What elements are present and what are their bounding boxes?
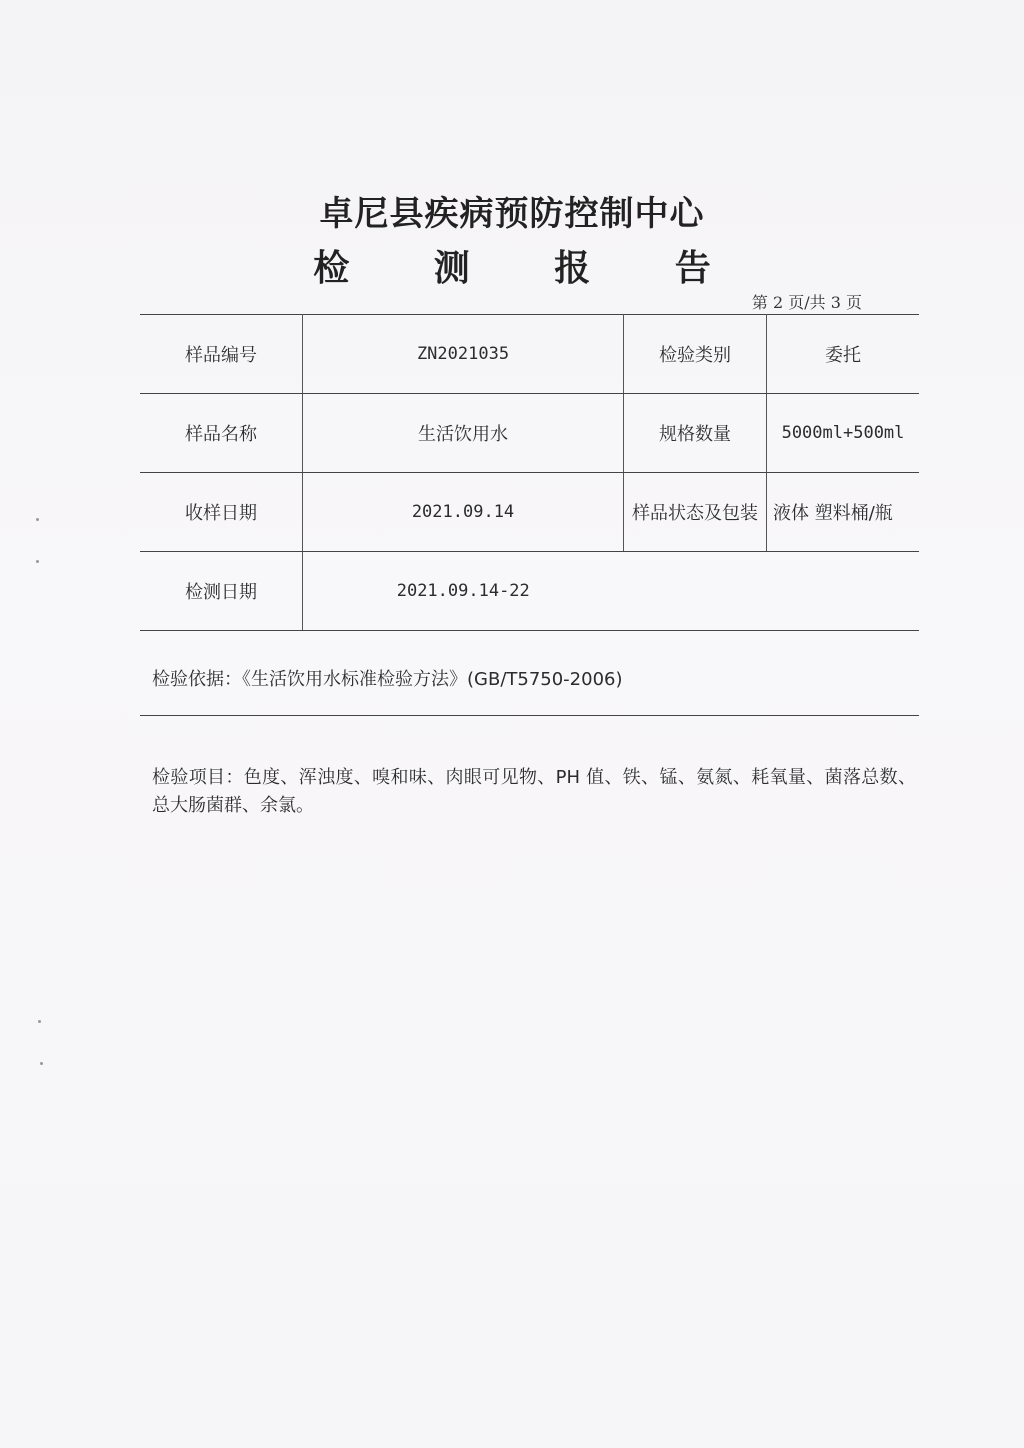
- divider: [140, 715, 919, 716]
- sample-status-label: 样品状态及包装: [624, 473, 767, 552]
- empty-cell: [767, 552, 920, 631]
- scan-speck: [36, 560, 39, 563]
- spec-quantity-label: 规格数量: [624, 394, 767, 473]
- empty-cell: [624, 552, 767, 631]
- table-row: [140, 473, 919, 552]
- receive-date-value: 2021.09.14: [303, 473, 624, 552]
- scan-speck: [36, 518, 39, 521]
- organization-title: 卓尼县疾病预防控制中心: [319, 194, 705, 234]
- receive-date-label: 收样日期: [140, 473, 303, 552]
- sample-info-table: [140, 314, 919, 631]
- table-row: [140, 315, 919, 394]
- scan-speck: [38, 1020, 41, 1023]
- inspection-basis: 检验依据：《生活饮用水标准检验方法》(GB/T5750-2006): [152, 669, 623, 690]
- table-row: [140, 552, 919, 631]
- inspection-type-label: 检验类别: [624, 315, 767, 394]
- test-date-label: 检测日期: [140, 552, 303, 631]
- sample-id-value: ZN2021035: [303, 315, 624, 394]
- page-number: 第 2 页/共 3 页: [751, 293, 862, 312]
- spec-quantity-value: 5000ml+500ml: [767, 394, 920, 473]
- sample-status-value: 液体 塑料桶/瓶: [767, 473, 920, 552]
- sample-name-label: 样品名称: [140, 394, 303, 473]
- inspection-items: 检验项目：色度、浑浊度、嗅和味、肉眼可见物、PH 值、铁、锰、氨氮、耗氧量、菌落总数、总大肠菌群、余氯。: [152, 767, 916, 816]
- report-title: 检 测 报 告: [313, 248, 747, 289]
- sample-name-value: 生活饮用水: [303, 394, 624, 473]
- inspection-type-value: 委托: [767, 315, 920, 394]
- scan-speck: [40, 1062, 43, 1065]
- table-row: [140, 394, 919, 473]
- test-date-value: 2021.09.14-22: [303, 552, 624, 631]
- sample-id-label: 样品编号: [140, 315, 303, 394]
